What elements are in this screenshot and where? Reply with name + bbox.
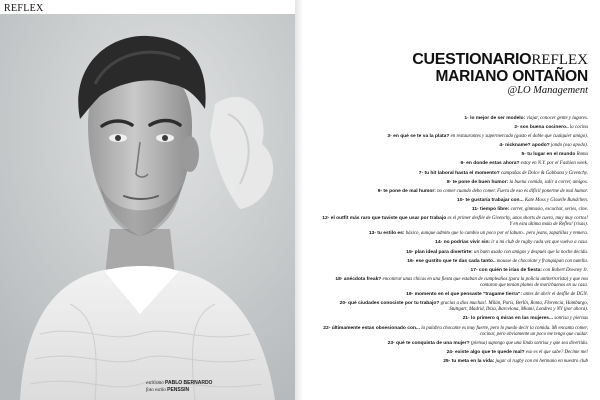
qa-item: [321, 143, 588, 149]
answer-text: antes de abrir el desfile de DGN.: [521, 292, 588, 298]
qa-item: [321, 259, 588, 265]
question-text: 22- últimamente estas obsesionado con...: [323, 325, 421, 331]
photo-credits: [146, 380, 212, 394]
qa-item: [321, 134, 588, 140]
article-headline: [412, 52, 588, 96]
question-text: 3- en qué se te va la plata?: [387, 134, 450, 140]
qa-item: [321, 350, 588, 356]
qa-item: [321, 231, 588, 237]
answer-text: ir a mi club de rugby cada vez que vuelvo a casa.: [490, 240, 588, 246]
page-gutter: [295, 0, 309, 400]
qa-item: [321, 316, 588, 322]
qa-item: [321, 216, 588, 228]
credit-role: estilismo: [146, 381, 164, 386]
question-text: 5- tu lugar en el mundo: [521, 152, 576, 158]
question-text: 12- el outfit más raro que tuviste que usar por trabajo: [322, 216, 447, 222]
question-text: 23- qué te conquista de una mujer?: [387, 340, 470, 346]
answer-text: básico, aunque admito que lo cambio un poco por el laburo.. pero jeans, zapatillas y remera.: [404, 231, 588, 237]
qa-item: [321, 326, 588, 338]
question-text: 19- momento en el que pensaste "tragame tierra":: [406, 292, 522, 298]
question-text: 20- qué ciudades conociste por tu trabajo?: [339, 301, 440, 307]
question-text: 7- tu hit laboral hasta el momento?: [418, 170, 500, 176]
answer-text: jondo (oso apodo).: [549, 143, 588, 149]
answer-text: gracias a dios muchas!. Milán, París, Berlín, Roma, Florencia, Hamburgo, Stuttgart, Madrid, Ibiza, Barcelona, Miami, Londres y NY (por ahora).: [439, 301, 588, 313]
qa-item: [321, 161, 588, 167]
answer-text: sonrisa y piernas: [553, 316, 588, 322]
question-text: 6- en donde estas ahora?: [460, 161, 520, 167]
question-text: 16- ese gustito que te das cada tanto..: [407, 258, 496, 264]
qa-item: [321, 359, 588, 365]
answer-text: es el primer desfile de Givenchy, unos shorts de cuero, muy muy cortos! Y en esta última mala de Reflex! (risas).: [446, 216, 588, 228]
question-text: 4- nickname? apodo?: [499, 143, 550, 149]
running-head: REFLEX: [4, 3, 44, 14]
question-text: 21- lo primero q miras en las mujeres...: [462, 316, 554, 322]
answer-text: encontrar unas chicas en una fiesta que estaban de cumpleaños (para la policía antiterrorista) y que nos contaron que tenían planes de morirbuenos en su casa.: [381, 276, 588, 288]
question-text: 17- con quién te irías de fiesta:: [470, 267, 542, 273]
qa-item: [321, 125, 588, 131]
agency-credit: @LO Management: [507, 84, 588, 96]
qa-item: [321, 268, 588, 274]
question-text: 9- te pone de mal humor:: [377, 188, 436, 194]
answer-text: mousse de chocolate y franquipan con nutella.: [495, 258, 588, 264]
qa-item: [321, 240, 588, 246]
qa-item: [321, 207, 588, 213]
credit-line: [146, 380, 212, 387]
answer-text: la cocina: [568, 125, 588, 131]
portrait-photo: [0, 14, 295, 400]
qa-item: [321, 180, 588, 186]
question-text: 2- sos buena cocinero..: [514, 125, 569, 131]
headline-word-1: CUESTIONARIO: [412, 51, 532, 68]
answer-text: eso es el que sabe? Decime me!: [524, 349, 588, 355]
qa-item: [321, 189, 588, 195]
question-text: 1- lo mejor de ser modelo:: [464, 116, 526, 121]
right-page: [309, 0, 600, 400]
qa-item: [321, 277, 588, 289]
question-text: 11- tiempo libre:: [471, 206, 510, 212]
credit-line: [146, 387, 212, 394]
question-text: 8- te pone de buen humor:: [446, 179, 509, 185]
answer-text: con Robert Downey Jr.: [541, 267, 588, 273]
answer-text: jugar al rugby con mi hermano en nuestro club: [494, 359, 588, 365]
left-page: [0, 0, 295, 400]
answer-text: un buen asado con amigos y después que la noche decida.: [472, 249, 588, 255]
credit-name: PENSSIN: [167, 387, 190, 393]
interviewee-name: MARIANO ONTAÑON: [435, 68, 588, 85]
answer-text: viajar, conocer gente y lugares.: [525, 116, 588, 121]
question-text: 24- existe algo que te quede mal?: [446, 349, 525, 355]
qa-item: [321, 198, 588, 204]
question-text: 25- tu meta en la vida:: [443, 359, 495, 365]
qa-item: [321, 301, 588, 313]
answer-text: campañas de Dolce & Gabbana y Givenchy.: [499, 170, 588, 176]
question-text: 18- anécdota freak?: [335, 276, 382, 282]
answer-text: Roma: [575, 152, 588, 158]
qa-item: [321, 292, 588, 298]
credit-name: PABLO BERNARDO: [165, 380, 213, 386]
question-text: 10- te gustaría trabajar con...: [457, 197, 524, 203]
question-text: 15- plan ideal para divertirte:: [406, 249, 473, 255]
question-text: 14- no podrías vivir sin:: [435, 240, 491, 246]
qa-item: [321, 116, 588, 122]
answer-text: en restaurantes y supermercado (gasto el doble que cualquier amigo).: [449, 134, 588, 140]
answer-text: no comer cuando debo comer. Fuera de eso es difícil ponerme de mal humor.: [435, 188, 588, 194]
qa-item: [321, 341, 588, 347]
answer-text: la buena comida, salir a correr, amigos.: [508, 179, 588, 185]
answer-text: estoy en N.Y. por el Fashion week.: [519, 161, 588, 167]
portrait-illustration: [0, 14, 295, 400]
answer-text: la palabra chocante es muy fuerte, pero lo puedo decir la comida. Mi encanta comer, cocinar, pero obviamente un poco me tengo que cuidar.: [420, 325, 588, 337]
qa-item: [321, 250, 588, 256]
headline-word-2: REFLEX: [531, 52, 588, 68]
qa-item: [321, 171, 588, 177]
question-text: 13- tu estilo es:: [368, 231, 405, 237]
answer-text: correr, gimnasio, escuchar, series, cine.: [509, 206, 588, 212]
answer-text: Kate Moss y Gisselle Bundchen.: [523, 197, 588, 203]
questionnaire-list: [321, 116, 588, 368]
credit-role: foto estilo: [146, 388, 166, 393]
qa-item: [321, 152, 588, 158]
answer-text: (piensa) supongo que una linda sonrisa y que sea divertida.: [469, 340, 588, 346]
